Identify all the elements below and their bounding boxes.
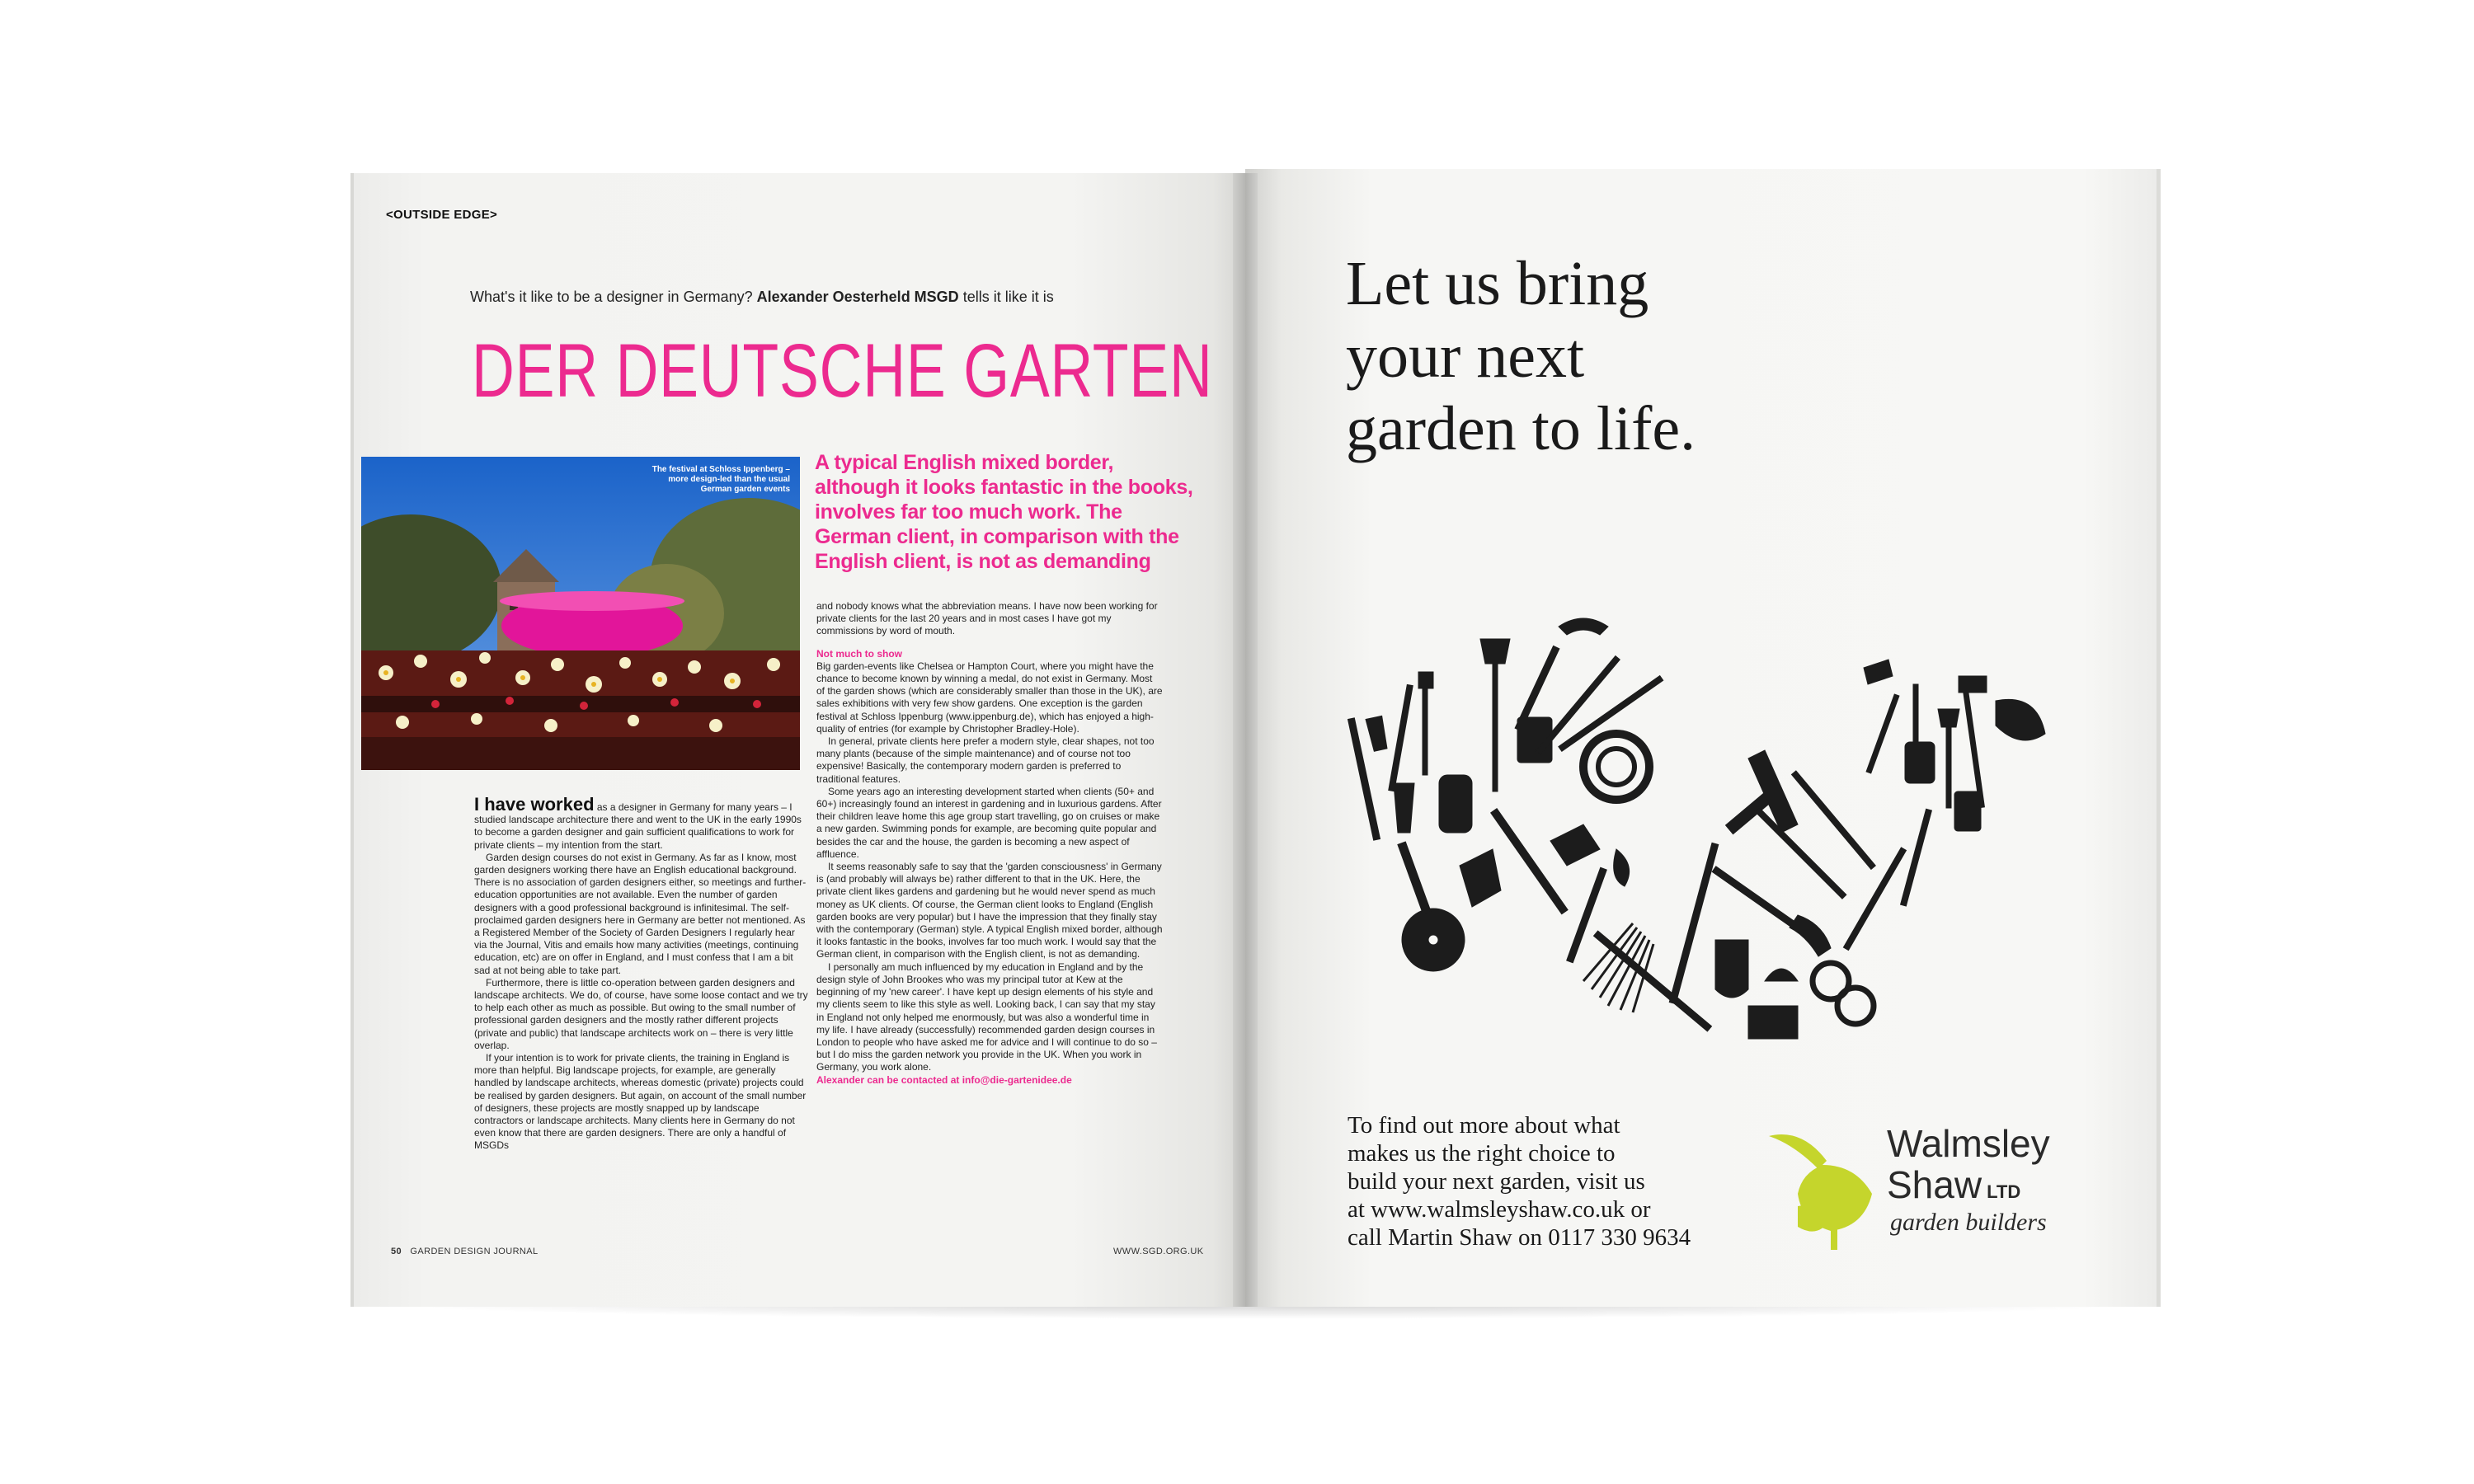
body-column-2 [816,600,1163,1087]
ad-body-line: at www.walmsleyshaw.co.uk or [1348,1196,1651,1223]
article-photo [361,457,800,770]
section-kicker: <OUTSIDE EDGE> [386,208,498,222]
folio-url: WWW.SGD.ORG.UK [1113,1247,1204,1256]
ad-body-line: build your next garden, visit us [1348,1168,1645,1195]
standfirst-post: tells it like it is [958,289,1054,305]
ad-headline [1346,247,1696,465]
logo-name-line: Walmsley [1887,1122,2050,1165]
ad-body-line: call Martin Shaw on 0117 330 9634 [1348,1224,1691,1251]
paragraph: Some years ago an interesting development started when clients (50+ and 60+) increasingly found an interest in gardening and in luxurious gardens. After their children leave home this age group start travelling, go on cruises or make a new garden. Swimming ponds for example, are becoming quite popular and besides the car and the house, the garden is becoming a new aspect of affluence. [816,785,1162,860]
subheading: Not much to show [816,647,902,660]
drop-in-words: I have worked [474,794,595,815]
paragraph: I personally am much influenced by my education in England and by the design style of John Brookes who was my principal tutor at Kew at the beginning of my 'new career'. I have kept up design elements of his style and my clients seem to like this style as well. Looking back, I can say that my stay in England not only helped me enormously, but was also a wonderful time in my life. I have already (successfully) recommended garden design courses in London to people who have asked me for advice and I will continue to do so – but I do miss the garden network you provide in the UK. When you work in Germany, you work alone. [816,960,1157,1073]
squirrel-made-of-garden-tools-icon [1336,594,2070,1105]
paragraph: It seems reasonably safe to say that the 'garden consciousness' in Germany is (and probably will always be) rather different to that in the UK. Here, the private client likes gardens and gardening but he would never spend as much money as UK clients. Of course, the German client looks to England (English garden books are very popular) but I have the impression that they finally stay with the contemporary (German) style. A typical English mixed border, although it looks fantastic in the books, involves far too much work. I would say that the German client, in comparison with the English client, is not as demanding. [816,861,1163,960]
ad-headline-line: your next [1346,322,1585,391]
paragraph-text: as a designer in Germany for many years – I studied landscape architecture there and went to the UK in the early 1990s to become a garden designer and gain sufficient qualifications to work for private clients – my intention from the start. [474,801,802,851]
logo-ltd: LTD [1987,1181,2021,1202]
ad-body-line: To find out more about what [1348,1112,1620,1139]
photo-illustration [361,457,800,770]
logo-tagline: garden builders [1890,1209,2047,1236]
article-headline: DER DEUTSCHE GARTEN [472,329,1213,413]
paragraph: If your intention is to work for private clients, the training in England is more than helpful. Big landscape projects, for example, are generally handled by landscape architects, whereas domestic (private) projects could be realised by garden designers. But again, on account of the small number of designers, these projects are mostly snapped up by landscape contractors or landscape architects. Many clients here in Germany do not even know that there are garden designers. There are only a handful of MSGDs [474,1052,807,1152]
paragraph [474,794,808,852]
logo-name [1887,1123,2050,1213]
body-column-1 [474,794,808,1153]
page-number: 50 [391,1247,402,1256]
pull-quote: A typical English mixed border, although it looks fantastic in the books, involves far too much work. The German client, in comparison with the English client, is not as demanding [815,451,1193,573]
standfirst-author: Alexander Oesterheld MSGD [756,289,959,305]
standfirst-pre: What's it like to be a designer in Germany? [470,289,757,305]
folio-left [391,1247,539,1256]
trowel-leaf-icon [1765,1128,1888,1252]
paragraph: Furthermore, there is little co-operation between garden designers and landscape architects. We do, of course, have some loose contact and we try to help each other as much as possible. But owing to the small number of professional garden designers and the mostly rather different projects (private and public) that landscape architects work on – there is very little overlap. [474,976,808,1051]
ad-headline-line: garden to life. [1346,394,1696,463]
logo-name-line-2 [1887,1164,2050,1213]
paragraph: Big garden-events like Chelsea or Hampton Court, where you might have the chance to become known by winning a medal, do not exist in Germany. Most of the garden shows (which are considerably smaller than those in the UK), are sales exhibitions with very few show gardens. One exception is the garden festival at Schloss Ippenburg (www.ippenburg.de), which has enjoyed a high-quality of entries (for example by Christopher Bradley-Hole). [816,660,1163,735]
ad-body-line: makes us the right choice to [1348,1140,1616,1167]
walmsley-shaw-logo [1765,1123,2095,1255]
paragraph: In general, private clients here prefer a modern style, clear shapes, not too many plants (because of the simple maintenance) and of course not too expensive! Basically, the contemporary modern garden is preferred to traditional features. [816,735,1155,785]
photo-caption: The festival at Schloss Ippenberg – more design-led than the usual German garden events [651,465,790,494]
gutter-shadow [1233,173,1258,1307]
paragraph: and nobody knows what the abbreviation means. I have now been working for private clients for the last 20 years and in most cases I have got my commissions by word of mouth. [816,600,1158,637]
ad-body-copy [1348,1111,1776,1252]
logo-name-line: Shaw [1887,1163,1982,1206]
publication-name: GARDEN DESIGN JOURNAL [410,1247,539,1256]
paragraph: Garden design courses do not exist in Germany. As far as I know, most garden designers working there have an English educational background. There is no association of garden designers either, so meetings and further-education opportunities are not available. Even the number of garden designers with a good professional background is infinitesimal. The self-proclaimed garden designers here in Germany are better not mentioned. As a Registered Member of the Society of Garden Designers I regularly hear via the Journal, Vitis and emails how many activities (meetings, continuing education, etc) are on offer in England, and I must confess that I am a bit sad at not being able to take part. [474,851,807,976]
standfirst [470,289,1130,306]
author-contact: Alexander can be contacted at info@die-gartenidee.de [816,1073,1072,1086]
ad-headline-line: Let us bring [1346,249,1649,318]
